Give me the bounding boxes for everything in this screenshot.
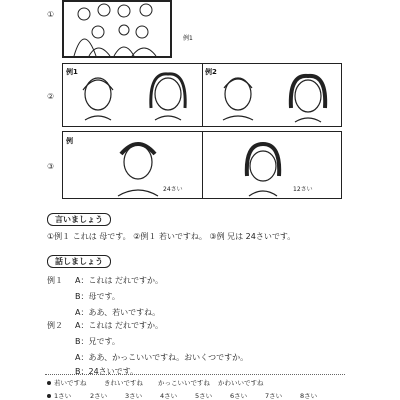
talk-ex2-line: A：これは だれですか。 — [75, 321, 164, 330]
adjective-word: かっこいいですね — [158, 379, 210, 387]
age-word: 1さい — [54, 392, 72, 400]
talk-example-2-label: 例２ — [47, 321, 63, 330]
example-1-label: 例1 — [66, 68, 78, 76]
talk-ex2-line: B：24さいです。 — [75, 367, 139, 376]
age-word: 4さい — [160, 392, 178, 400]
talk-example-1-label: 例１ — [47, 276, 63, 285]
adjective-word: かわいいですね — [218, 379, 264, 387]
row-number-3: ③ — [47, 162, 55, 171]
age-word: 8さい — [300, 392, 318, 400]
age-label-12: 12さい — [293, 186, 313, 193]
say-section-title: 言いましょう — [47, 213, 111, 226]
example-1-small: 例1 — [183, 35, 193, 42]
age-word: 7さい — [265, 392, 283, 400]
talk-ex1-line: A：ああ、若いですね。 — [75, 308, 161, 317]
faces-panel-row2 — [62, 63, 342, 127]
faces-row2-illustration — [63, 64, 341, 126]
adjective-word: きれいですね — [104, 379, 143, 387]
word-bank-divider — [45, 374, 345, 375]
example-3-label: 例 — [66, 137, 73, 145]
adjective-bullet — [47, 381, 51, 385]
faces-panel-row3 — [62, 131, 342, 199]
talk-ex1-line: B：母です。 — [75, 292, 120, 301]
age-label-24: 24さい — [163, 186, 183, 193]
example-2-label: 例2 — [205, 68, 217, 76]
age-word: 3さい — [125, 392, 143, 400]
age-bullet — [47, 394, 51, 398]
talk-section-title: 話しましょう — [47, 255, 111, 268]
row-number-2: ② — [47, 92, 55, 101]
talk-ex2-line: A：ああ、かっこいいですね。おいくつですか。 — [75, 353, 249, 362]
talk-ex2-line: B：兄です。 — [75, 337, 120, 346]
adjective-word: 若いですね — [54, 379, 87, 387]
talk-ex1-line: A：これは だれですか。 — [75, 276, 164, 285]
family-photo — [62, 0, 172, 58]
age-word: 2さい — [90, 392, 108, 400]
age-word: 6さい — [230, 392, 248, 400]
say-sentence: ①例１ これは 母です。 ②例１ 若いですね。 ③例 兄は 24さいです。 — [47, 232, 296, 241]
family-illustration — [64, 2, 170, 56]
age-word: 5さい — [195, 392, 213, 400]
row-number-1: ① — [47, 10, 55, 19]
